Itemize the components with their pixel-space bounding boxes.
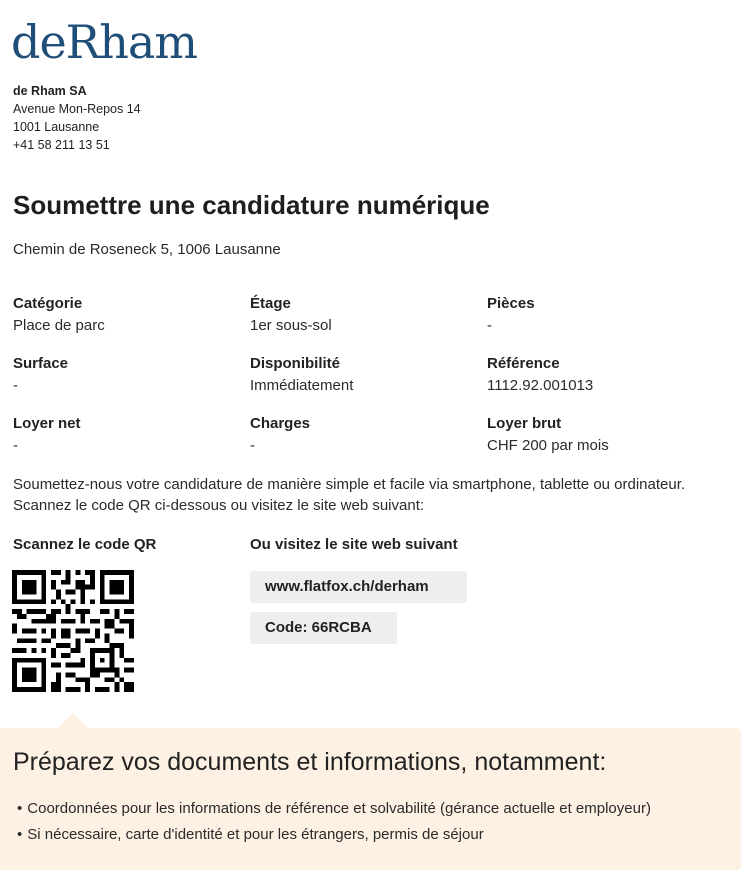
detail-value: Immédiatement [250,377,354,394]
company-phone: +41 58 211 13 51 [13,138,110,152]
application-code: Code: 66RCBA [250,612,397,644]
intro-text: Soumettez-nous votre candidature de manière simple et facile via smartphone, tablette ou ordinateur. Scannez le code QR ci-dessous ou visitez le site web suivant: [13,476,686,514]
notice-pointer [58,713,88,728]
company-logo: deRham [11,15,197,69]
property-address: Chemin de Roseneck 5, 1006 Lausanne [13,241,281,258]
notice-item: • Si nécessaire, carte d'identité et pour les étrangers, permis de séjour [17,822,651,848]
detail-disponibilite [250,354,480,397]
company-name: de Rham SA [13,84,87,98]
detail-value: - [13,437,18,454]
detail-value: - [250,437,255,454]
detail-label: Loyer brut [487,415,562,432]
detail-label: Charges [250,415,311,432]
detail-label: Référence [487,355,560,372]
website-link[interactable]: www.flatfox.ch/derham [250,571,467,603]
detail-etage [250,294,480,337]
detail-value: Place de parc [13,317,105,334]
qr-code-icon[interactable] [12,570,134,692]
detail-value: CHF 200 par mois [487,437,609,454]
detail-value: - [13,377,18,394]
detail-pieces [487,294,717,337]
company-city: 1001 Lausanne [13,120,100,134]
detail-categorie [13,294,243,337]
detail-reference [487,354,717,397]
detail-label: Loyer net [13,415,81,432]
page-title: Soumettre une candidature numérique [13,190,490,220]
notice-item: • Coordonnées pour les informations de référence et solvabilité (gérance actuelle et employeur) [17,796,651,822]
detail-value: - [487,317,492,334]
notice-title: Préparez vos documents et informations, notamment: [13,748,607,776]
detail-value: 1112.92.001013 [487,377,594,394]
detail-surface [13,354,243,397]
detail-label: Catégorie [13,295,83,312]
web-heading: Ou visitez le site web suivant [250,536,458,553]
qr-heading: Scannez le code QR [13,536,157,553]
notice-list [17,796,651,848]
detail-label: Pièces [487,295,535,312]
detail-label: Disponibilité [250,355,340,372]
company-info [13,82,141,154]
detail-value: 1er sous-sol [250,317,332,334]
detail-label: Surface [13,355,69,372]
detail-loyer-brut [487,414,717,457]
detail-charges [250,414,480,457]
detail-loyer-net [13,414,243,457]
company-street: Avenue Mon-Repos 14 [13,102,141,116]
detail-label: Étage [250,295,291,312]
documents-notice [0,728,741,870]
